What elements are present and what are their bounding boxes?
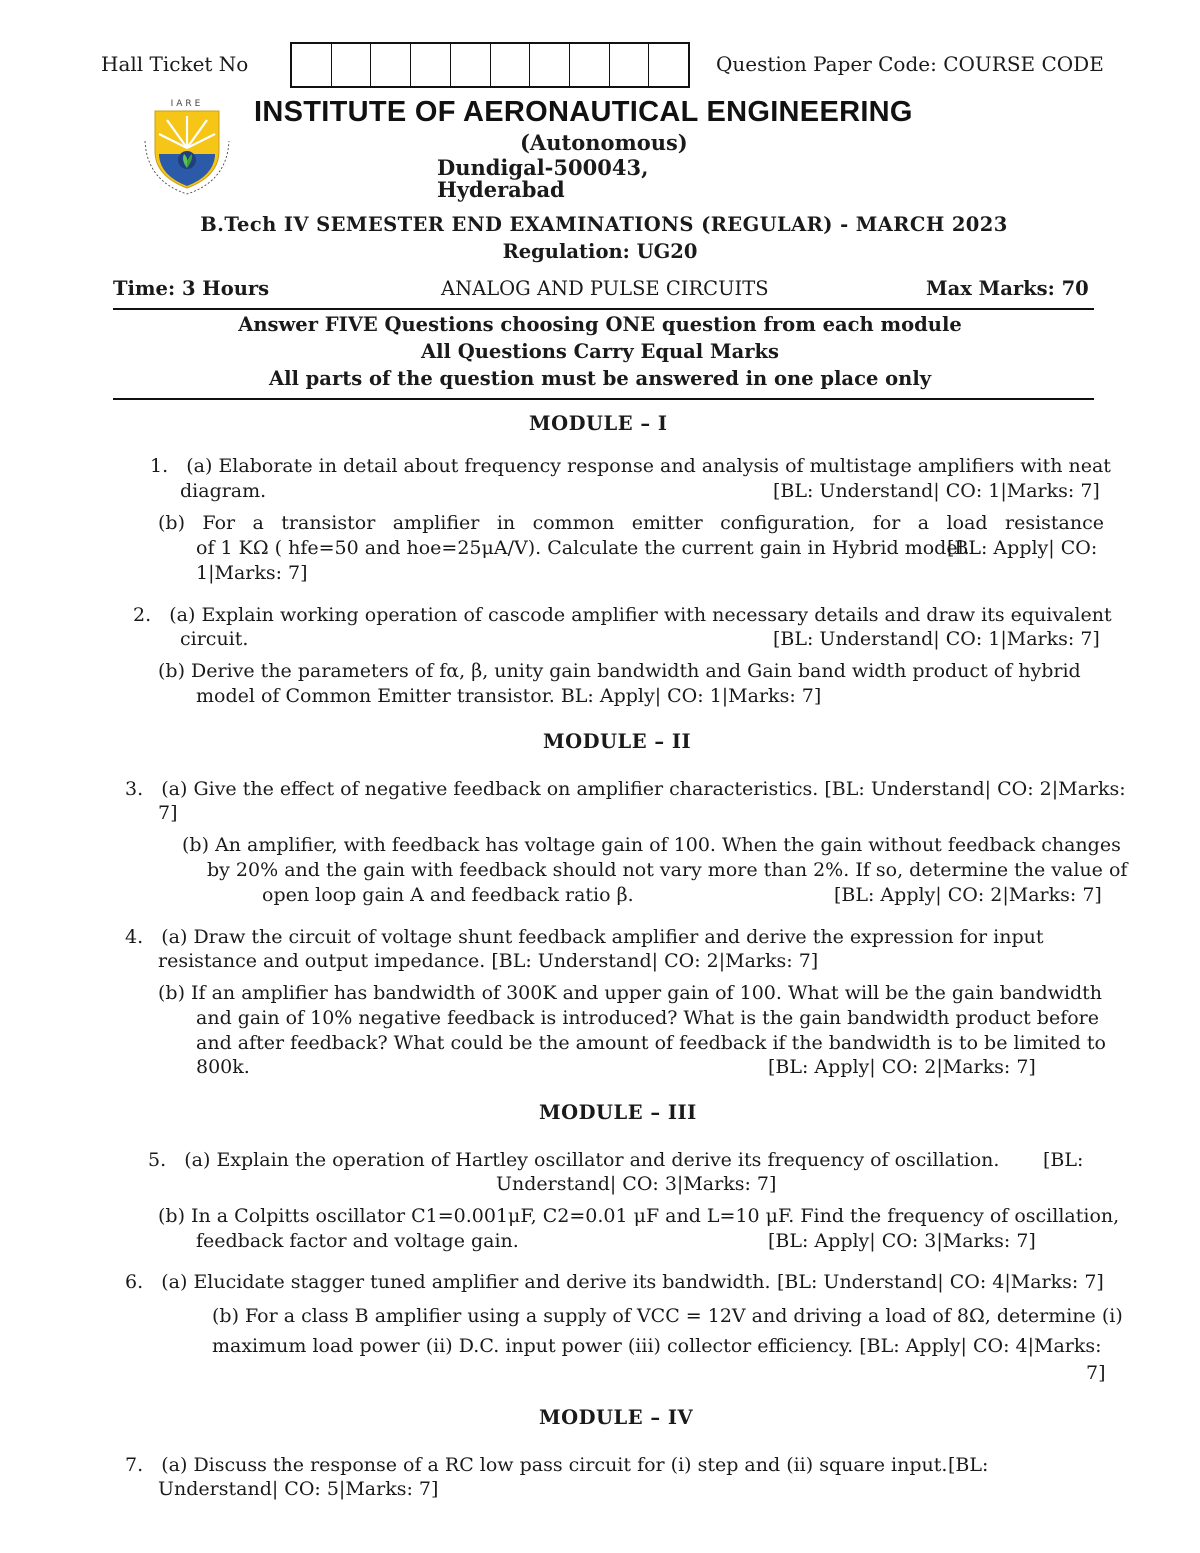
hall-ticket-boxes[interactable] bbox=[290, 42, 690, 88]
hall-ticket-box[interactable] bbox=[649, 44, 688, 86]
module-heading: MODULE – I bbox=[529, 412, 668, 435]
question-marks-tag: [BL: Understand| CO: 1|Marks: 7] bbox=[773, 628, 1100, 650]
question-text: model of Common Emitter transistor. BL: Apply| CO: 1|Marks: 7] bbox=[196, 685, 822, 707]
instruction-line: All Questions Carry Equal Marks bbox=[421, 340, 779, 363]
exam-time: Time: 3 Hours bbox=[113, 277, 270, 300]
question-text: 7] bbox=[158, 802, 178, 824]
question-text: by 20% and the gain with feedback should not vary more than 2%. If so, determine the value of bbox=[207, 859, 1128, 881]
question-text: 800k. bbox=[196, 1056, 250, 1078]
divider bbox=[113, 308, 1094, 310]
question-text: 3. (a) Give the effect of negative feedback on amplifier characteristics. [BL: Understand| CO: 2|Marks: bbox=[125, 778, 1126, 800]
module-heading: MODULE – IV bbox=[539, 1406, 694, 1429]
hall-ticket-box[interactable] bbox=[332, 44, 372, 86]
hall-ticket-box[interactable] bbox=[570, 44, 610, 86]
question-text: diagram. bbox=[180, 480, 267, 502]
institute-name: INSTITUTE OF AERONAUTICAL ENGINEERING bbox=[254, 96, 913, 128]
question-marks-tag: 7] bbox=[1086, 1362, 1106, 1384]
question-text: (b) For a transistor amplifier in common emitter configuration, for a load resistance bbox=[158, 512, 1104, 534]
regulation: Regulation: UG20 bbox=[502, 240, 698, 263]
hall-ticket-box[interactable] bbox=[371, 44, 411, 86]
question-text: (b) If an amplifier has bandwidth of 300K and upper gain of 100. What will be the gain bandwidth bbox=[158, 982, 1102, 1004]
exam-title: B.Tech IV SEMESTER END EXAMINATIONS (REGULAR) - MARCH 2023 bbox=[200, 213, 1008, 236]
hall-ticket-box[interactable] bbox=[451, 44, 491, 86]
question-marks-tag: Understand| CO: 3|Marks: 7] bbox=[496, 1173, 777, 1195]
question-marks-tag: [BL: Understand| CO: 1|Marks: 7] bbox=[773, 480, 1100, 502]
question-marks-tag: [BL: Apply| CO: bbox=[947, 537, 1098, 559]
divider bbox=[113, 398, 1094, 400]
question-text: (b) In a Colpitts oscillator C1=0.001μF, C2=0.01 μF and L=10 μF. Find the frequency of oscillation, bbox=[158, 1205, 1120, 1227]
question-text: 6. (a) Elucidate stagger tuned amplifier and derive its bandwidth. bbox=[125, 1271, 771, 1293]
question-text: feedback factor and voltage gain. bbox=[196, 1230, 519, 1252]
question-marks-tag: Understand| CO: 5|Marks: 7] bbox=[158, 1478, 439, 1500]
question-text: 2. (a) Explain working operation of cascode amplifier with necessary details and draw its equivalent bbox=[133, 604, 1112, 626]
question-paper-code: Question Paper Code: COURSE CODE bbox=[716, 52, 1104, 76]
logo-text: IARE bbox=[170, 99, 204, 109]
institute-logo-icon bbox=[137, 96, 237, 196]
hall-ticket-box[interactable] bbox=[610, 44, 650, 86]
hall-ticket-box[interactable] bbox=[411, 44, 451, 86]
question-text: 5. (a) Explain the operation of Hartley oscillator and derive its frequency of oscillation. bbox=[148, 1149, 1000, 1171]
subject-name: ANALOG AND PULSE CIRCUITS bbox=[441, 277, 769, 300]
question-marks-tag: [BL: bbox=[948, 1454, 989, 1476]
max-marks: Max Marks: 70 bbox=[926, 277, 1089, 300]
question-text: open loop gain A and feedback ratio β. bbox=[262, 884, 634, 906]
question-text: (b) For a class B amplifier using a supply of VCC = 12V and driving a load of 8Ω, determine (i) bbox=[212, 1305, 1123, 1327]
question-text: and after feedback? What could be the amount of feedback if the bandwidth is to be limited to bbox=[196, 1032, 1106, 1054]
question-text: maximum load power (ii) D.C. input power (iii) collector efficiency. [BL: Apply| CO: 4|Marks: bbox=[212, 1335, 1102, 1357]
hall-ticket-box[interactable] bbox=[491, 44, 531, 86]
hall-ticket-box[interactable] bbox=[292, 44, 332, 86]
hall-ticket-box[interactable] bbox=[530, 44, 570, 86]
question-text: circuit. bbox=[180, 628, 249, 650]
module-heading: MODULE – II bbox=[543, 730, 692, 753]
question-text: (b) An amplifier, with feedback has voltage gain of 100. When the gain without feedback changes bbox=[182, 834, 1121, 856]
hall-ticket-label: Hall Ticket No bbox=[101, 52, 249, 76]
question-marks-tag: [BL: Apply| CO: 3|Marks: 7] bbox=[768, 1230, 1036, 1252]
address-line-2: Hyderabad bbox=[437, 177, 565, 202]
question-text: (b) Derive the parameters of fα, β, unity gain bandwidth and Gain band width product of hybrid bbox=[158, 660, 1081, 682]
question-marks-tag: 1|Marks: 7] bbox=[196, 562, 308, 584]
question-marks-tag: [BL: Apply| CO: 2|Marks: 7] bbox=[834, 884, 1102, 906]
module-heading: MODULE – III bbox=[539, 1101, 697, 1124]
question-marks-tag: [BL: bbox=[1043, 1149, 1084, 1171]
question-text: 4. (a) Draw the circuit of voltage shunt feedback amplifier and derive the expression for input bbox=[125, 926, 1044, 948]
instruction-line: Answer FIVE Questions choosing ONE question from each module bbox=[238, 313, 962, 336]
question-text: and gain of 10% negative feedback is introduced? What is the gain bandwidth product before bbox=[196, 1007, 1100, 1029]
instruction-line: All parts of the question must be answered in one place only bbox=[268, 367, 932, 390]
address-line-1: Dundigal-500043, bbox=[437, 155, 649, 180]
question-text: of 1 KΩ ( hfe=50 and hoe=25μA/V). Calculate the current gain in Hybrid model. bbox=[196, 537, 970, 559]
question-text: 7. (a) Discuss the response of a RC low pass circuit for (i) step and (ii) square input. bbox=[125, 1454, 948, 1476]
question-text: 1. (a) Elaborate in detail about frequency response and analysis of multistage amplifiers with neat bbox=[150, 455, 1111, 477]
question-marks-tag: [BL: Apply| CO: 2|Marks: 7] bbox=[768, 1056, 1036, 1078]
question-text: resistance and output impedance. [BL: Understand| CO: 2|Marks: 7] bbox=[158, 950, 819, 972]
autonomous-label: (Autonomous) bbox=[520, 130, 688, 155]
question-marks-tag: [BL: Understand| CO: 4|Marks: 7] bbox=[777, 1271, 1104, 1293]
